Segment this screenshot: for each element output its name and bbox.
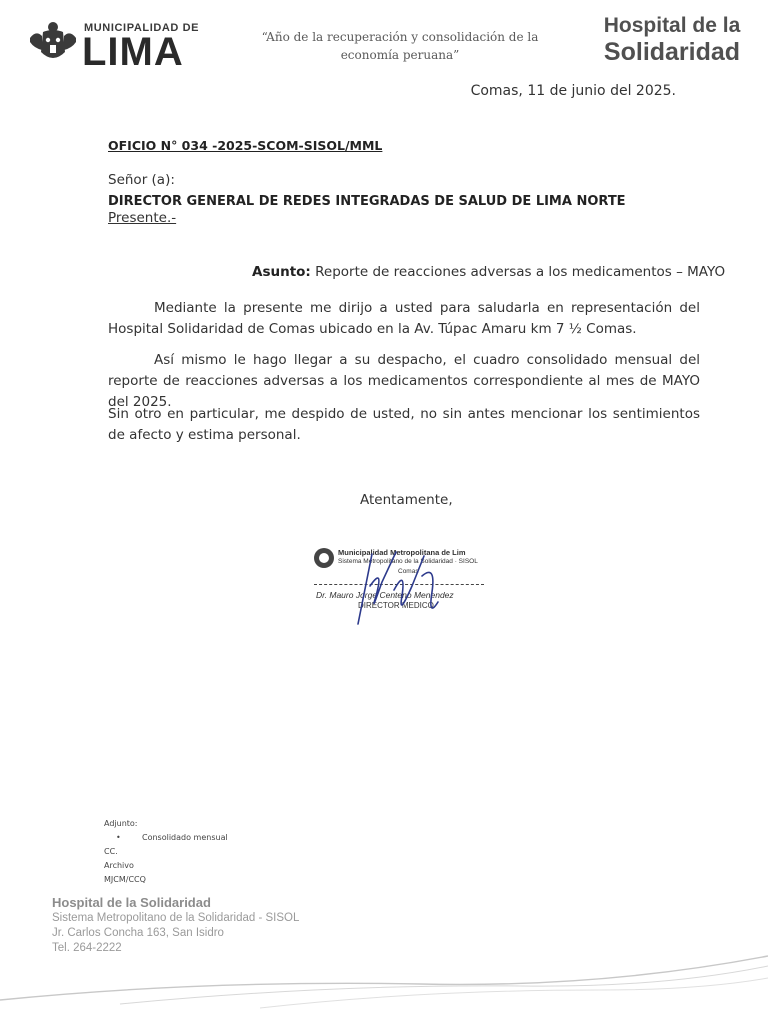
signer-name: Dr. Mauro Jorge Centeno Menendez (316, 590, 454, 600)
paragraph-1: Mediante la presente me dirijo a usted para saludarla en representación del Hospital Solidaridad de Comas ubicado en la Av. Túpac Amaru km 7 ½ Comas. (108, 300, 700, 337)
subject-line (252, 264, 725, 280)
stamp-line-1: Municipalidad Metropolitana de Lim (338, 548, 466, 557)
footer-line-3: Tel. 264-2222 (52, 942, 122, 954)
stamp-line-3: Comas (398, 568, 419, 575)
hospital-logo (592, 14, 752, 66)
municipality-logo (28, 16, 208, 72)
subject-text: Reporte de reacciones adversas a los medicamentos – MAYO (315, 264, 726, 280)
footer-wave-decoration (0, 950, 768, 1024)
footer-line-1: Sistema Metropolitano de la Solidaridad - SISOL (52, 912, 300, 924)
hospital-logo-line1: Hospital de la (603, 14, 741, 37)
footer-line-2: Jr. Carlos Concha 163, San Isidro (52, 927, 224, 939)
signer-title: DIRECTOR MEDICO (358, 601, 434, 610)
attached-item (104, 831, 228, 845)
paragraph-3: Sin otro en particular, me despido de usted, no sin antes mencionar los sentimientos de afecto y estima personal. (108, 406, 700, 443)
letter-date: Comas, 11 de junio del 2025. (470, 83, 676, 99)
letter-notes (104, 817, 228, 887)
paragraph-2: Así mismo le hago llegar a su despacho, el cuadro consolidado mensual del reporte de reacciones adversas a los medicamentos correspondiente al mes de MAYO del 2025. (108, 352, 700, 410)
municipality-name: LIMA (82, 30, 184, 74)
subject-label: Asunto: (252, 264, 311, 280)
initials: MJCM/CCQ (104, 875, 146, 884)
presente: Presente.- (108, 210, 177, 226)
stamp-seal-icon (312, 546, 336, 570)
attached-item-text: Consolidado mensual (142, 833, 228, 842)
archive-label: Archivo (104, 861, 134, 870)
letter-reference: OFICIO N° 034 -2025-SCOM-SISOL/MML (108, 138, 383, 153)
lima-coat-of-arms-icon (28, 18, 78, 68)
bullet: • (116, 833, 121, 842)
municipality-label: MUNICIPALIDAD DE (84, 22, 200, 34)
hospital-logo-line2: Solidaridad (603, 38, 741, 66)
closing: Atentamente, (360, 492, 453, 508)
footer-name: Hospital de la Solidaridad (52, 895, 211, 910)
salutation: Señor (a): (108, 172, 175, 188)
attached-label: Adjunto: (104, 819, 138, 828)
year-motto: “Año de la recuperación y consolidación de la economía peruana” (261, 30, 539, 62)
recipient: DIRECTOR GENERAL DE REDES INTEGRADAS DE SALUD DE LIMA NORTE (108, 194, 626, 209)
footer (52, 895, 299, 956)
stamp-line-2: Sistema Metropolitano de la Solidaridad · SISOL (338, 558, 478, 565)
handwritten-signature (340, 546, 450, 632)
cc-label: CC. (104, 847, 118, 856)
